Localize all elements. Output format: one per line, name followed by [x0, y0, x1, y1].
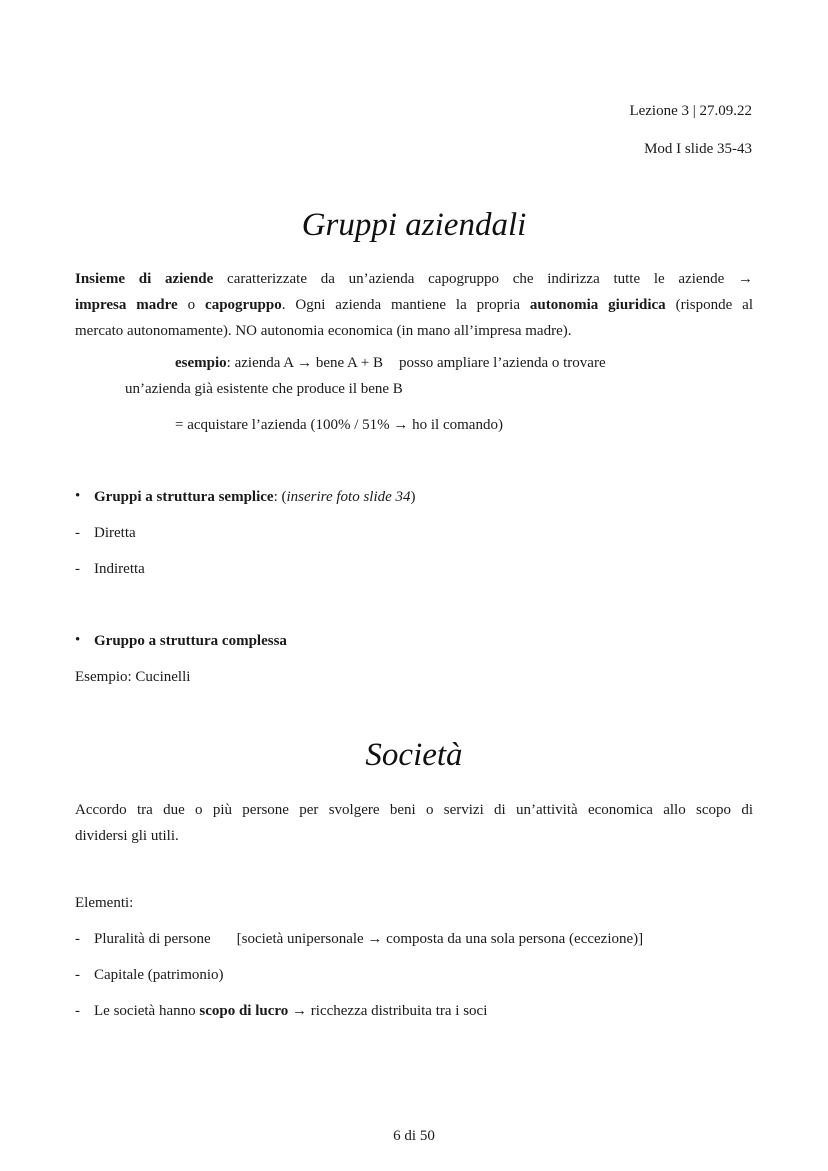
dash-icon: -	[75, 525, 80, 541]
societa-intro-line-2: dividersi gli utili.	[75, 828, 179, 844]
example-line-3: = acquistare l’azienda (100% / 51% → ho il comando)	[175, 417, 503, 433]
lesson-date: Lezione 3 | 27.09.22	[629, 103, 752, 119]
dash-icon: -	[75, 1003, 80, 1019]
dash-icon: -	[75, 967, 80, 983]
list-item: Indiretta	[94, 561, 145, 577]
section-title-societa: Società	[365, 737, 463, 773]
bullet-icon: •	[75, 488, 81, 504]
dash-icon: -	[75, 931, 80, 947]
section-title-gruppi: Gruppi aziendali	[301, 207, 527, 243]
societa-intro-line-1: Accordo tra due o più persone per svolgere beni o servizi di un’attività economica allo scopo di	[75, 802, 753, 818]
module-slides: Mod I slide 35-43	[644, 141, 752, 157]
complex-group-heading: Gruppo a struttura complessa	[94, 633, 287, 649]
list-item: Diretta	[94, 525, 136, 541]
intro-line-1: Insieme di aziende caratterizzate da un’azienda capogruppo che indirizza tutte le aziende →	[75, 271, 753, 287]
bullet-icon: •	[75, 632, 81, 648]
list-item: Le società hanno scopo di lucro → ricchezza distribuita tra i soci	[94, 1003, 488, 1019]
complex-group-example: Esempio: Cucinelli	[75, 669, 191, 685]
list-item: Pluralità di persone [società unipersonale → composta da una sola persona (eccezione)]	[94, 931, 644, 947]
dash-icon: -	[75, 561, 80, 577]
simple-group-heading: Gruppi a struttura semplice: (inserire foto slide 34)	[94, 489, 416, 505]
list-item: Capitale (patrimonio)	[94, 967, 224, 983]
intro-line-2: impresa madre o capogruppo. Ogni azienda mantiene la propria autonomia giuridica (risponde al	[75, 297, 753, 313]
intro-line-3: mercato autonomamente). NO autonomia economica (in mano all’impresa madre).	[75, 323, 572, 339]
elements-label: Elementi:	[75, 895, 134, 911]
example-line-1: esempio: azienda A → bene A + B posso ampliare l’azienda o trovare	[175, 355, 606, 371]
example-line-2: un’azienda già esistente che produce il bene B	[125, 381, 403, 397]
page-number: 6 di 50	[393, 1128, 435, 1144]
